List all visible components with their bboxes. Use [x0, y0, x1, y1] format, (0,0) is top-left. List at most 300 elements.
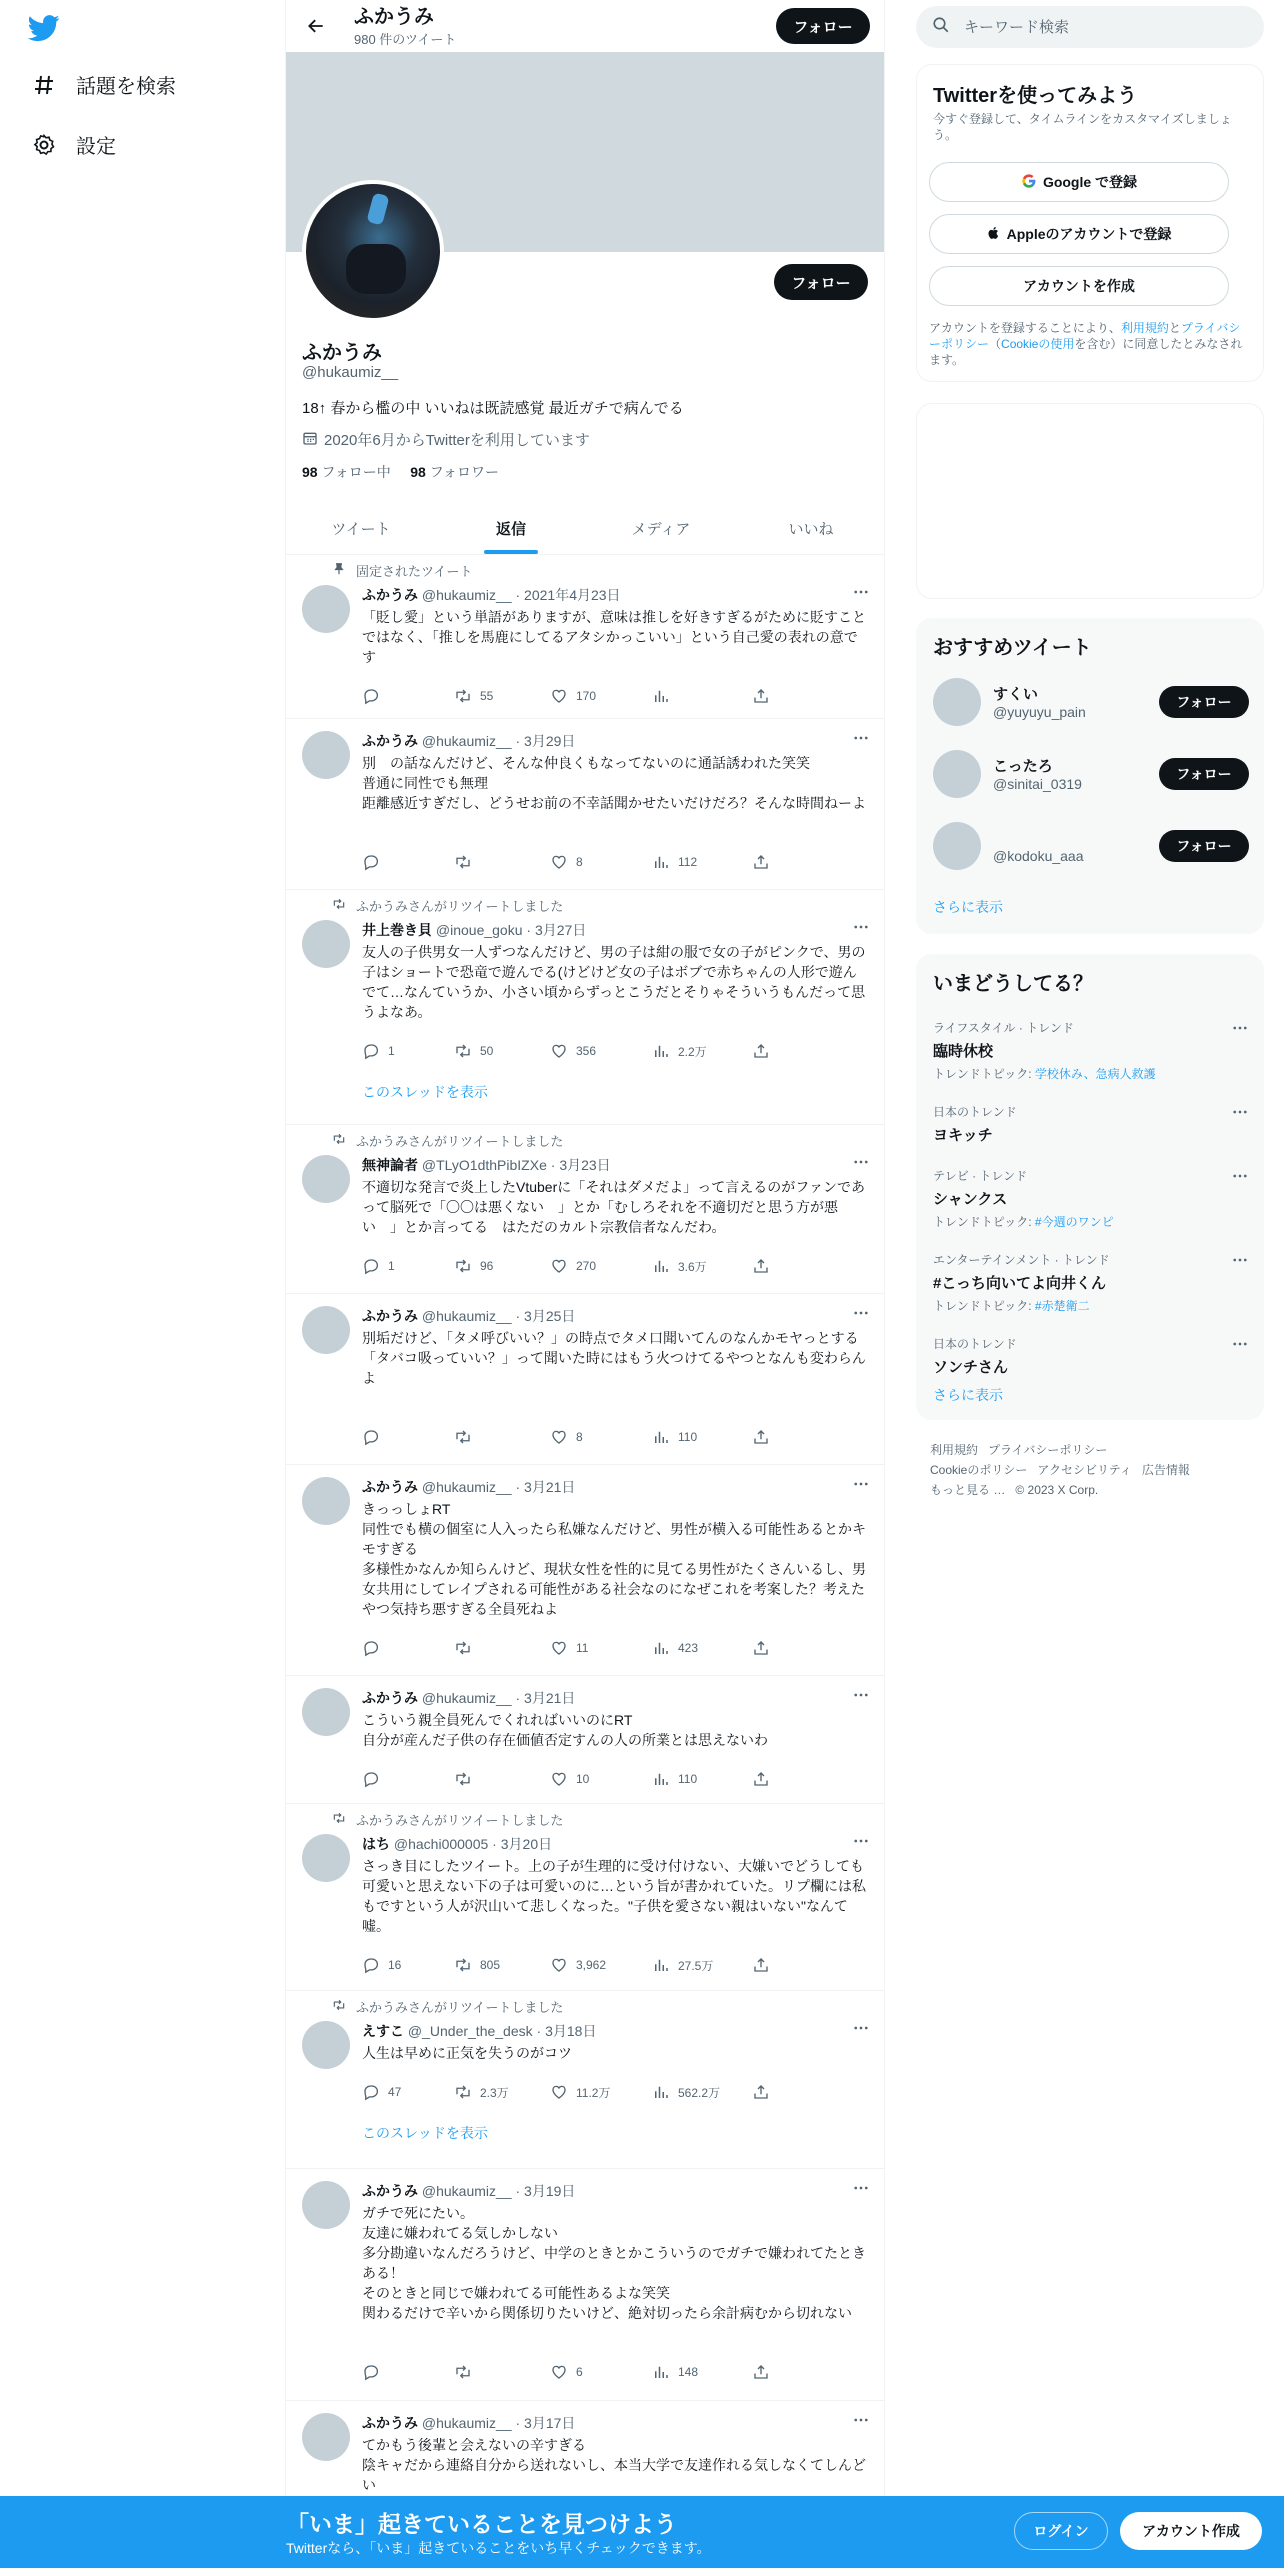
reply-button[interactable] — [362, 1639, 388, 1657]
like-icon — [550, 2083, 576, 2101]
tweet-author[interactable]: ふかうみ — [362, 1308, 418, 1324]
more-icon[interactable] — [852, 2411, 870, 2434]
retweet-icon — [454, 1956, 480, 1974]
empty-card — [916, 403, 1264, 599]
tweet-date[interactable]: 3月23日 — [559, 1157, 611, 1173]
share-icon — [752, 1639, 778, 1657]
avatar — [933, 678, 981, 726]
reply-button[interactable] — [362, 1428, 388, 1446]
recommend-title: おすすめツイート — [933, 637, 1092, 659]
retweet-small-icon — [332, 897, 346, 914]
like-button[interactable] — [550, 853, 583, 871]
tweet-header: ふかうみ @hukaumiz__ · 3月21日 — [362, 1479, 576, 1495]
views-icon — [652, 1428, 678, 1446]
footer-link[interactable]: 利用規約 — [930, 1443, 979, 1457]
tweet-header: ふかうみ @hukaumiz__ · 3月29日 — [362, 733, 576, 749]
reply-button[interactable] — [362, 2083, 401, 2101]
profile-avatar[interactable] — [302, 180, 444, 322]
retweet-icon — [454, 687, 480, 705]
recommend-user[interactable]: こったろ @sinitai_0319 フォロー — [933, 750, 1249, 800]
privacy-link[interactable]: プライバシーポリシー — [929, 321, 1241, 351]
share-icon — [752, 1428, 778, 1446]
recommend-user[interactable]: @kodoku_aaa フォロー — [933, 822, 1249, 872]
calendar-icon — [302, 430, 318, 450]
following-link[interactable]: 98 フォロー中 — [302, 464, 391, 480]
follow-button[interactable]: フォロー — [1159, 758, 1249, 790]
tab-tweets[interactable]: ツイート — [331, 520, 391, 538]
tweet-handle[interactable]: @hukaumiz__ — [421, 2415, 512, 2431]
views-button[interactable] — [652, 2083, 720, 2101]
avatar — [933, 750, 981, 798]
trend-context: 日本のトレンド — [933, 1105, 1017, 1119]
trend-name: 臨時休校 — [933, 1043, 994, 1060]
tweet-handle[interactable]: @hukaumiz__ — [421, 1479, 512, 1495]
views-button[interactable] — [652, 1428, 697, 1446]
trend-topics: トレンドトピック: #今週のワンピ — [933, 1215, 1114, 1229]
more-icon[interactable] — [852, 918, 870, 941]
profile-header-bar — [286, 0, 885, 52]
share-icon — [752, 1956, 778, 1974]
views-icon — [652, 1639, 678, 1657]
avatar — [933, 822, 981, 870]
tweet-date[interactable]: 3月29日 — [524, 733, 576, 749]
retweet-button[interactable] — [454, 1956, 500, 1974]
retweet-icon — [454, 1042, 480, 1060]
search-box[interactable] — [916, 6, 1264, 48]
retweet-icon — [454, 853, 480, 871]
profile-name: ふかうみ — [302, 342, 382, 364]
tweet[interactable] — [286, 1991, 885, 2169]
like-button[interactable] — [550, 1639, 588, 1657]
tab-media[interactable]: メディア — [631, 520, 691, 538]
reply-button[interactable] — [362, 687, 388, 705]
reply-button[interactable] — [362, 1956, 401, 1974]
tweet[interactable] — [286, 1125, 885, 1294]
signup-terms: アカウントを登録することにより、利用規約とプライバシーポリシー（Cookieの使用を含む）に同意したとみなされます。 — [929, 321, 1243, 367]
tweet-text: てかもう後輩と会えないの辛すぎる 陰キャだから連絡自分から送れないし、本当大学で友達作れる気しなくてしんどい — [362, 2437, 866, 2493]
more-icon[interactable] — [852, 729, 870, 752]
tweet-header: ふかうみ @hukaumiz__ · 3月17日 — [362, 2415, 576, 2431]
google-icon — [1021, 173, 1037, 192]
like-count: 11 — [576, 1641, 589, 1655]
like-icon — [550, 853, 576, 871]
like-count: 3,962 — [576, 1958, 607, 1972]
tweet-actions — [362, 687, 802, 707]
trend-item[interactable] — [933, 1251, 1249, 1314]
like-icon — [550, 1042, 576, 1060]
trend-name: #こっち向いてよ向井くん — [933, 1275, 1107, 1292]
trend-name: ヨキッチ — [933, 1127, 993, 1144]
show-thread-link[interactable]: このスレッドを表示 — [362, 2125, 488, 2141]
tweet-text: 別垢だけど、「タメ呼びいい？」の時点でタメ口聞いてんのなんかモヤっとする 「タバコ吸っていい？」って聞いた時にはもう火つけてるやつとなんも変わらんよ — [362, 1330, 866, 1386]
signup-card-desc: 今すぐ登録して、タイムラインをカスタマイズしましょう。 — [933, 112, 1232, 142]
footer-link[interactable]: もっと見る … — [930, 1483, 1006, 1497]
more-icon[interactable] — [852, 2019, 870, 2042]
tweet[interactable] — [286, 2169, 885, 2401]
retweet-count: 55 — [480, 689, 494, 703]
like-count: 170 — [576, 689, 597, 703]
share-button[interactable] — [752, 687, 778, 705]
tweet-handle[interactable]: @hukaumiz__ — [421, 587, 512, 603]
views-count: 112 — [678, 855, 698, 869]
nav-settings[interactable] — [30, 130, 116, 159]
footer-link[interactable]: Cookieのポリシー — [930, 1463, 1028, 1477]
tweet-handle[interactable]: @hukaumiz__ — [421, 1690, 512, 1706]
trends-card — [916, 954, 1264, 1420]
tweet-header: ふかうみ @hukaumiz__ · 3月25日 — [362, 1308, 576, 1324]
tweet-date[interactable]: 3月20日 — [500, 1836, 553, 1852]
retweet-label: ふかうみさんがリツイートしました — [332, 1997, 563, 2016]
avatar[interactable] — [302, 731, 350, 779]
views-count: 148 — [678, 2365, 699, 2379]
tweet-date[interactable]: 3月25日 — [524, 1308, 576, 1324]
signup-card-title: Twitterを使ってみよう — [933, 85, 1138, 107]
reply-count: 16 — [388, 1958, 402, 1972]
recommend-user[interactable]: すくい @yuyuyu_pain フォロー — [933, 678, 1249, 728]
views-button[interactable] — [652, 1956, 713, 1974]
retweet-count: 50 — [480, 1044, 494, 1058]
tweet-author[interactable]: 井上巻き貝 — [362, 922, 432, 938]
tweet[interactable] — [286, 719, 885, 890]
like-count: 8 — [576, 855, 583, 869]
tweet-header: ふかうみ @hukaumiz__ · 3月21日 — [362, 1690, 576, 1706]
views-button[interactable] — [652, 1639, 698, 1657]
more-icon[interactable] — [852, 1304, 870, 1327]
header-title-group — [354, 5, 456, 48]
like-icon — [550, 687, 576, 705]
views-button[interactable] — [652, 853, 697, 871]
trend-item[interactable] — [933, 1019, 1249, 1082]
more-icon[interactable] — [1231, 1019, 1249, 1040]
tweet-header: ふかうみ @hukaumiz__ · 3月19日 — [362, 2183, 576, 2199]
tweet-actions — [362, 1639, 802, 1659]
share-icon — [752, 1042, 778, 1060]
terms-link[interactable]: 利用規約 — [1120, 321, 1169, 335]
retweet-button[interactable] — [454, 1042, 493, 1060]
tweet-text: さっき目にしたツイート。上の子が生理的に受け付けない、大嫌いでどうしても可愛いと思えない下の子は可愛いのに…という旨が書かれていた。リプ欄には私もですという人が沢山いて悲しくなった。"子供を愛さない親はいない"なんて嘘。 — [362, 1858, 866, 1934]
more-icon[interactable] — [852, 583, 870, 606]
like-count: 356 — [576, 1044, 597, 1058]
share-button[interactable] — [752, 1956, 778, 1974]
trend-item[interactable] — [933, 1167, 1249, 1230]
retweet-button[interactable] — [454, 1428, 480, 1446]
views-button[interactable] — [652, 2363, 698, 2381]
tweet-author[interactable]: ふかうみ — [362, 587, 418, 603]
tweet-actions — [362, 1428, 802, 1448]
tweet-date[interactable]: 3月21日 — [524, 1479, 576, 1495]
twitter-logo-icon[interactable] — [28, 12, 64, 48]
retweet-button[interactable] — [454, 687, 493, 705]
tweet-actions — [362, 853, 802, 873]
create-account-button[interactable]: アカウントを作成 — [929, 266, 1229, 306]
retweet-button[interactable] — [454, 1257, 493, 1275]
views-icon — [652, 1956, 678, 1974]
views-count: 423 — [678, 1641, 699, 1655]
share-icon — [752, 2363, 778, 2381]
more-icon[interactable] — [1231, 1167, 1249, 1188]
trend-context: 日本のトレンド — [933, 1337, 1017, 1351]
share-button[interactable] — [752, 1639, 778, 1657]
avatar[interactable] — [302, 2413, 350, 2461]
avatar[interactable] — [302, 585, 350, 633]
tweet-handle[interactable]: @_Under_the_desk — [407, 2023, 533, 2039]
footer-link[interactable]: プライバシーポリシー — [988, 1443, 1108, 1457]
tweet-text: 「貶し愛」という単語がありますが、意味は推しを好きすぎるがために貶すことではなく、「推しを馬鹿にしてるアタシかっこいい」という自己愛の表れの意です — [362, 609, 866, 665]
more-icon[interactable] — [852, 1153, 870, 1176]
views-count: 110 — [678, 1772, 698, 1786]
share-icon — [752, 853, 778, 871]
avatar[interactable] — [302, 1477, 350, 1525]
profile-stats — [302, 462, 499, 482]
avatar[interactable] — [302, 2181, 350, 2229]
tweet-text: ガチで死にたい。 友達に嫌われてる気しかしない 多分勘違いなんだろうけど、中学のときとかこういうのでガチで嫌われてたときある！ そのときと同じで嫌われてる可能性あるよな笑笑 関わるだけで辛いから関係切りたいけど、絶対切ったら余計病むから切れない — [362, 2205, 866, 2321]
reply-icon — [362, 2363, 388, 2381]
tweet-author[interactable]: ふかうみ — [362, 1479, 418, 1495]
retweet-label: ふかうみさんがリツイートしました — [332, 1131, 563, 1150]
trend-context: エンターテインメント · トレンド — [933, 1253, 1110, 1267]
tweet-author[interactable]: えすこ — [362, 2023, 404, 2039]
retweet-button[interactable] — [454, 1770, 480, 1788]
views-button[interactable] — [652, 1770, 697, 1788]
views-button[interactable] — [652, 1257, 707, 1275]
tweet-actions — [362, 2363, 802, 2383]
apple-signup-button[interactable]: Appleのアカウントで登録 — [929, 214, 1229, 254]
copyright: © 2023 X Corp. — [1015, 1483, 1099, 1497]
recommend-show-more[interactable]: さらに表示 — [933, 899, 1003, 915]
like-count: 11.2万 — [576, 2085, 611, 2100]
tweet-header: 無神論者 @TLyO1dthPibIZXe · 3月23日 — [362, 1157, 611, 1173]
tweet-handle[interactable]: @hukaumiz__ — [421, 2183, 512, 2199]
footer-link[interactable]: アクセシビリティ — [1037, 1463, 1132, 1477]
retweet-count: 805 — [480, 1958, 501, 1972]
profile-follow-button[interactable]: フォロー — [774, 264, 868, 300]
views-icon — [652, 2363, 678, 2381]
follow-button[interactable]: フォロー — [1159, 830, 1249, 862]
tweet-handle[interactable]: @hukaumiz__ — [421, 1308, 512, 1324]
views-count: 3.6万 — [678, 1259, 707, 1274]
profile-joined-text: 2020年6月からTwitterを利用しています — [324, 432, 590, 449]
tweet[interactable] — [286, 890, 885, 1125]
header-follow-button[interactable]: フォロー — [776, 8, 870, 44]
avatar[interactable] — [302, 1155, 350, 1203]
tweet-author[interactable]: はち — [362, 1836, 390, 1852]
tweet-date[interactable]: 3月27日 — [534, 922, 587, 938]
google-signup-button[interactable]: Google で登録 — [929, 162, 1229, 202]
avatar[interactable] — [302, 920, 350, 968]
share-button[interactable] — [752, 1770, 778, 1788]
like-button[interactable] — [550, 2363, 583, 2381]
retweet-small-icon — [332, 1811, 346, 1828]
trends-show-more[interactable]: さらに表示 — [933, 1387, 1003, 1403]
share-icon — [752, 2083, 778, 2101]
back-arrow-icon[interactable] — [298, 8, 334, 44]
like-count: 10 — [576, 1772, 590, 1786]
share-icon — [752, 1257, 778, 1275]
share-button[interactable] — [752, 2363, 778, 2381]
views-button[interactable] — [652, 687, 678, 705]
nav-explore[interactable] — [30, 70, 176, 99]
like-button[interactable] — [550, 2083, 610, 2101]
reply-icon — [362, 1042, 388, 1060]
tweet-author[interactable]: ふかうみ — [362, 2415, 418, 2431]
like-count: 270 — [576, 1259, 597, 1273]
tweet-author[interactable]: ふかうみ — [362, 2183, 418, 2199]
reply-icon — [362, 1639, 388, 1657]
like-button[interactable] — [550, 1257, 596, 1275]
retweet-icon — [454, 2083, 480, 2101]
share-icon — [752, 687, 778, 705]
retweet-icon — [454, 2363, 480, 2381]
trend-context: ライフスタイル · トレンド — [933, 1021, 1074, 1035]
share-button[interactable] — [752, 2083, 778, 2101]
bottom-bar-title: 「いま」起きていることを見つけよう — [286, 2511, 677, 2537]
share-button[interactable] — [752, 1428, 778, 1446]
reply-count: 1 — [388, 1044, 395, 1058]
follow-button[interactable]: フォロー — [1159, 686, 1249, 718]
like-icon — [550, 1257, 576, 1275]
profile-handle: @hukaumiz__ — [302, 364, 399, 381]
footer-links — [930, 1440, 1250, 1500]
reply-icon — [362, 1428, 388, 1446]
views-icon — [652, 1770, 678, 1788]
views-button[interactable] — [652, 1042, 707, 1060]
like-icon — [550, 2363, 576, 2381]
search-icon — [932, 16, 950, 39]
tweet[interactable] — [286, 1676, 885, 1804]
apple-icon — [987, 225, 1001, 244]
retweet-icon — [454, 1428, 480, 1446]
share-button[interactable] — [752, 1257, 778, 1275]
bottom-bar-subtitle: Twitterなら、「いま」起きていることをいち早くチェックできます。 — [286, 2540, 711, 2556]
tab-likes[interactable]: いいね — [788, 520, 834, 538]
profile-tabs — [286, 502, 885, 555]
tweet-text: きっっしょRT 同性でも横の個室に人入ったら私嫌なんだけど、男性が横入る可能性あるとかキモすぎる 多様性かなんか知らんけど、現状女性を性的に見てる男性がたくさんいるし、男女共用にしてレイプされる可能性がある社会なのになぜこれを考案した？考えたやつ気持ち悪すぎる全員死ねよ — [362, 1501, 866, 1617]
tweet-handle[interactable]: @TLyO1dthPibIZXe — [421, 1157, 547, 1173]
more-icon[interactable] — [852, 1832, 870, 1855]
reply-icon — [362, 1956, 388, 1974]
tweet[interactable] — [286, 555, 885, 719]
reply-button[interactable] — [362, 1770, 388, 1788]
avatar[interactable] — [302, 1306, 350, 1354]
like-count: 8 — [576, 1430, 583, 1444]
retweet-icon — [454, 1770, 480, 1788]
retweet-label: ふかうみさんがリツイートしました — [332, 896, 563, 915]
like-button[interactable] — [550, 1770, 589, 1788]
tweet[interactable] — [286, 1294, 885, 1465]
show-thread-link[interactable]: このスレッドを表示 — [362, 1084, 488, 1100]
avatar[interactable] — [302, 1834, 350, 1882]
tweet-actions — [362, 1956, 802, 1976]
tweet[interactable] — [286, 1804, 885, 1991]
retweet-button[interactable] — [454, 2363, 480, 2381]
tweet-date[interactable]: 3月18日 — [545, 2023, 597, 2039]
trend-item[interactable] — [933, 1335, 1249, 1377]
like-button[interactable] — [550, 1956, 606, 1974]
nav-settings-label: 設定 — [76, 136, 116, 158]
followers-link[interactable]: 98 フォロワー — [410, 464, 500, 480]
tweet-date[interactable]: 2021年4月23日 — [524, 587, 621, 603]
more-icon[interactable] — [1231, 1335, 1249, 1356]
tweet-handle[interactable]: @inoue_goku — [435, 922, 523, 938]
retweet-label: ふかうみさんがリツイートしました — [332, 1810, 563, 1829]
tweet-author[interactable]: 無神論者 — [362, 1157, 418, 1173]
retweet-icon — [454, 1257, 480, 1275]
like-icon — [550, 1428, 576, 1446]
more-icon[interactable] — [852, 1686, 870, 1709]
avatar[interactable] — [302, 1688, 350, 1736]
like-button[interactable] — [550, 1428, 583, 1446]
like-button[interactable] — [550, 1042, 596, 1060]
tweet-actions — [362, 1257, 802, 1277]
retweet-button[interactable] — [454, 853, 480, 871]
search-input[interactable] — [964, 19, 1224, 36]
tweet-header: ふかうみ @hukaumiz__ · 2021年4月23日 — [362, 587, 621, 603]
share-button[interactable] — [752, 1042, 778, 1060]
avatar[interactable] — [302, 2021, 350, 2069]
reply-icon — [362, 1770, 388, 1788]
cookie-link[interactable]: Cookieの使用 — [1001, 337, 1075, 351]
trend-context: テレビ · トレンド — [933, 1169, 1028, 1183]
tweet[interactable] — [286, 1465, 885, 1676]
retweet-button[interactable] — [454, 2083, 509, 2101]
retweet-small-icon — [332, 1998, 346, 2015]
signup-button[interactable]: アカウント作成 — [1120, 2512, 1262, 2550]
views-icon — [652, 1257, 678, 1275]
retweet-button[interactable] — [454, 1639, 480, 1657]
like-icon — [550, 1639, 576, 1657]
reply-count: 1 — [388, 1259, 395, 1273]
login-button[interactable]: ログイン — [1014, 2512, 1108, 2550]
reply-icon — [362, 1257, 388, 1275]
tweet-author[interactable]: ふかうみ — [362, 733, 418, 749]
tab-replies[interactable]: 返信 — [436, 502, 586, 554]
views-icon — [652, 853, 678, 871]
more-icon[interactable] — [1231, 1103, 1249, 1124]
share-button[interactable] — [752, 853, 778, 871]
tweet-actions — [362, 1770, 802, 1790]
tweet-author[interactable]: ふかうみ — [362, 1690, 418, 1706]
reply-button[interactable] — [362, 1042, 395, 1060]
like-count: 6 — [576, 2365, 583, 2379]
trend-item[interactable] — [933, 1103, 1249, 1145]
views-count: 2.2万 — [678, 1044, 707, 1059]
more-icon[interactable] — [1231, 1251, 1249, 1272]
like-button[interactable] — [550, 687, 596, 705]
tweet-date[interactable]: 3月21日 — [524, 1690, 576, 1706]
tweet-handle[interactable]: @hukaumiz__ — [421, 733, 512, 749]
tweet-date[interactable]: 3月19日 — [524, 2183, 576, 2199]
main-column — [285, 0, 885, 2568]
tweet-text: 友人の子供男女一人ずつなんだけど、男の子は紺の服で女の子がピンクで、男の子はショートで恐竜で遊んでる(けどけど女の子はボブで赤ちゃんの人形で遊んでて…なんていうか、小さい頃からずっとこうだとそりゃそういうもんだって思うよなあ。 — [362, 944, 866, 1020]
tweet-handle[interactable]: @hachi000005 — [393, 1836, 489, 1852]
trend-name: シャンクス — [933, 1191, 1008, 1208]
more-icon[interactable] — [852, 2179, 870, 2202]
recommend-card — [916, 618, 1264, 934]
tweet-header: はち @hachi000005 · 3月20日 — [362, 1836, 553, 1852]
more-icon[interactable] — [852, 1475, 870, 1498]
reply-button[interactable] — [362, 853, 388, 871]
tweet-date[interactable]: 3月17日 — [524, 2415, 576, 2431]
views-count: 562.2万 — [678, 2085, 721, 2100]
tweet-actions — [362, 2083, 802, 2103]
views-count: 27.5万 — [678, 1958, 714, 1973]
tweet-actions — [362, 1042, 802, 1062]
reply-button[interactable] — [362, 1257, 395, 1275]
reply-button[interactable] — [362, 2363, 388, 2381]
trend-name: ソンチさん — [933, 1359, 1009, 1376]
views-icon — [652, 2083, 678, 2101]
footer-link[interactable]: 広告情報 — [1141, 1463, 1190, 1477]
